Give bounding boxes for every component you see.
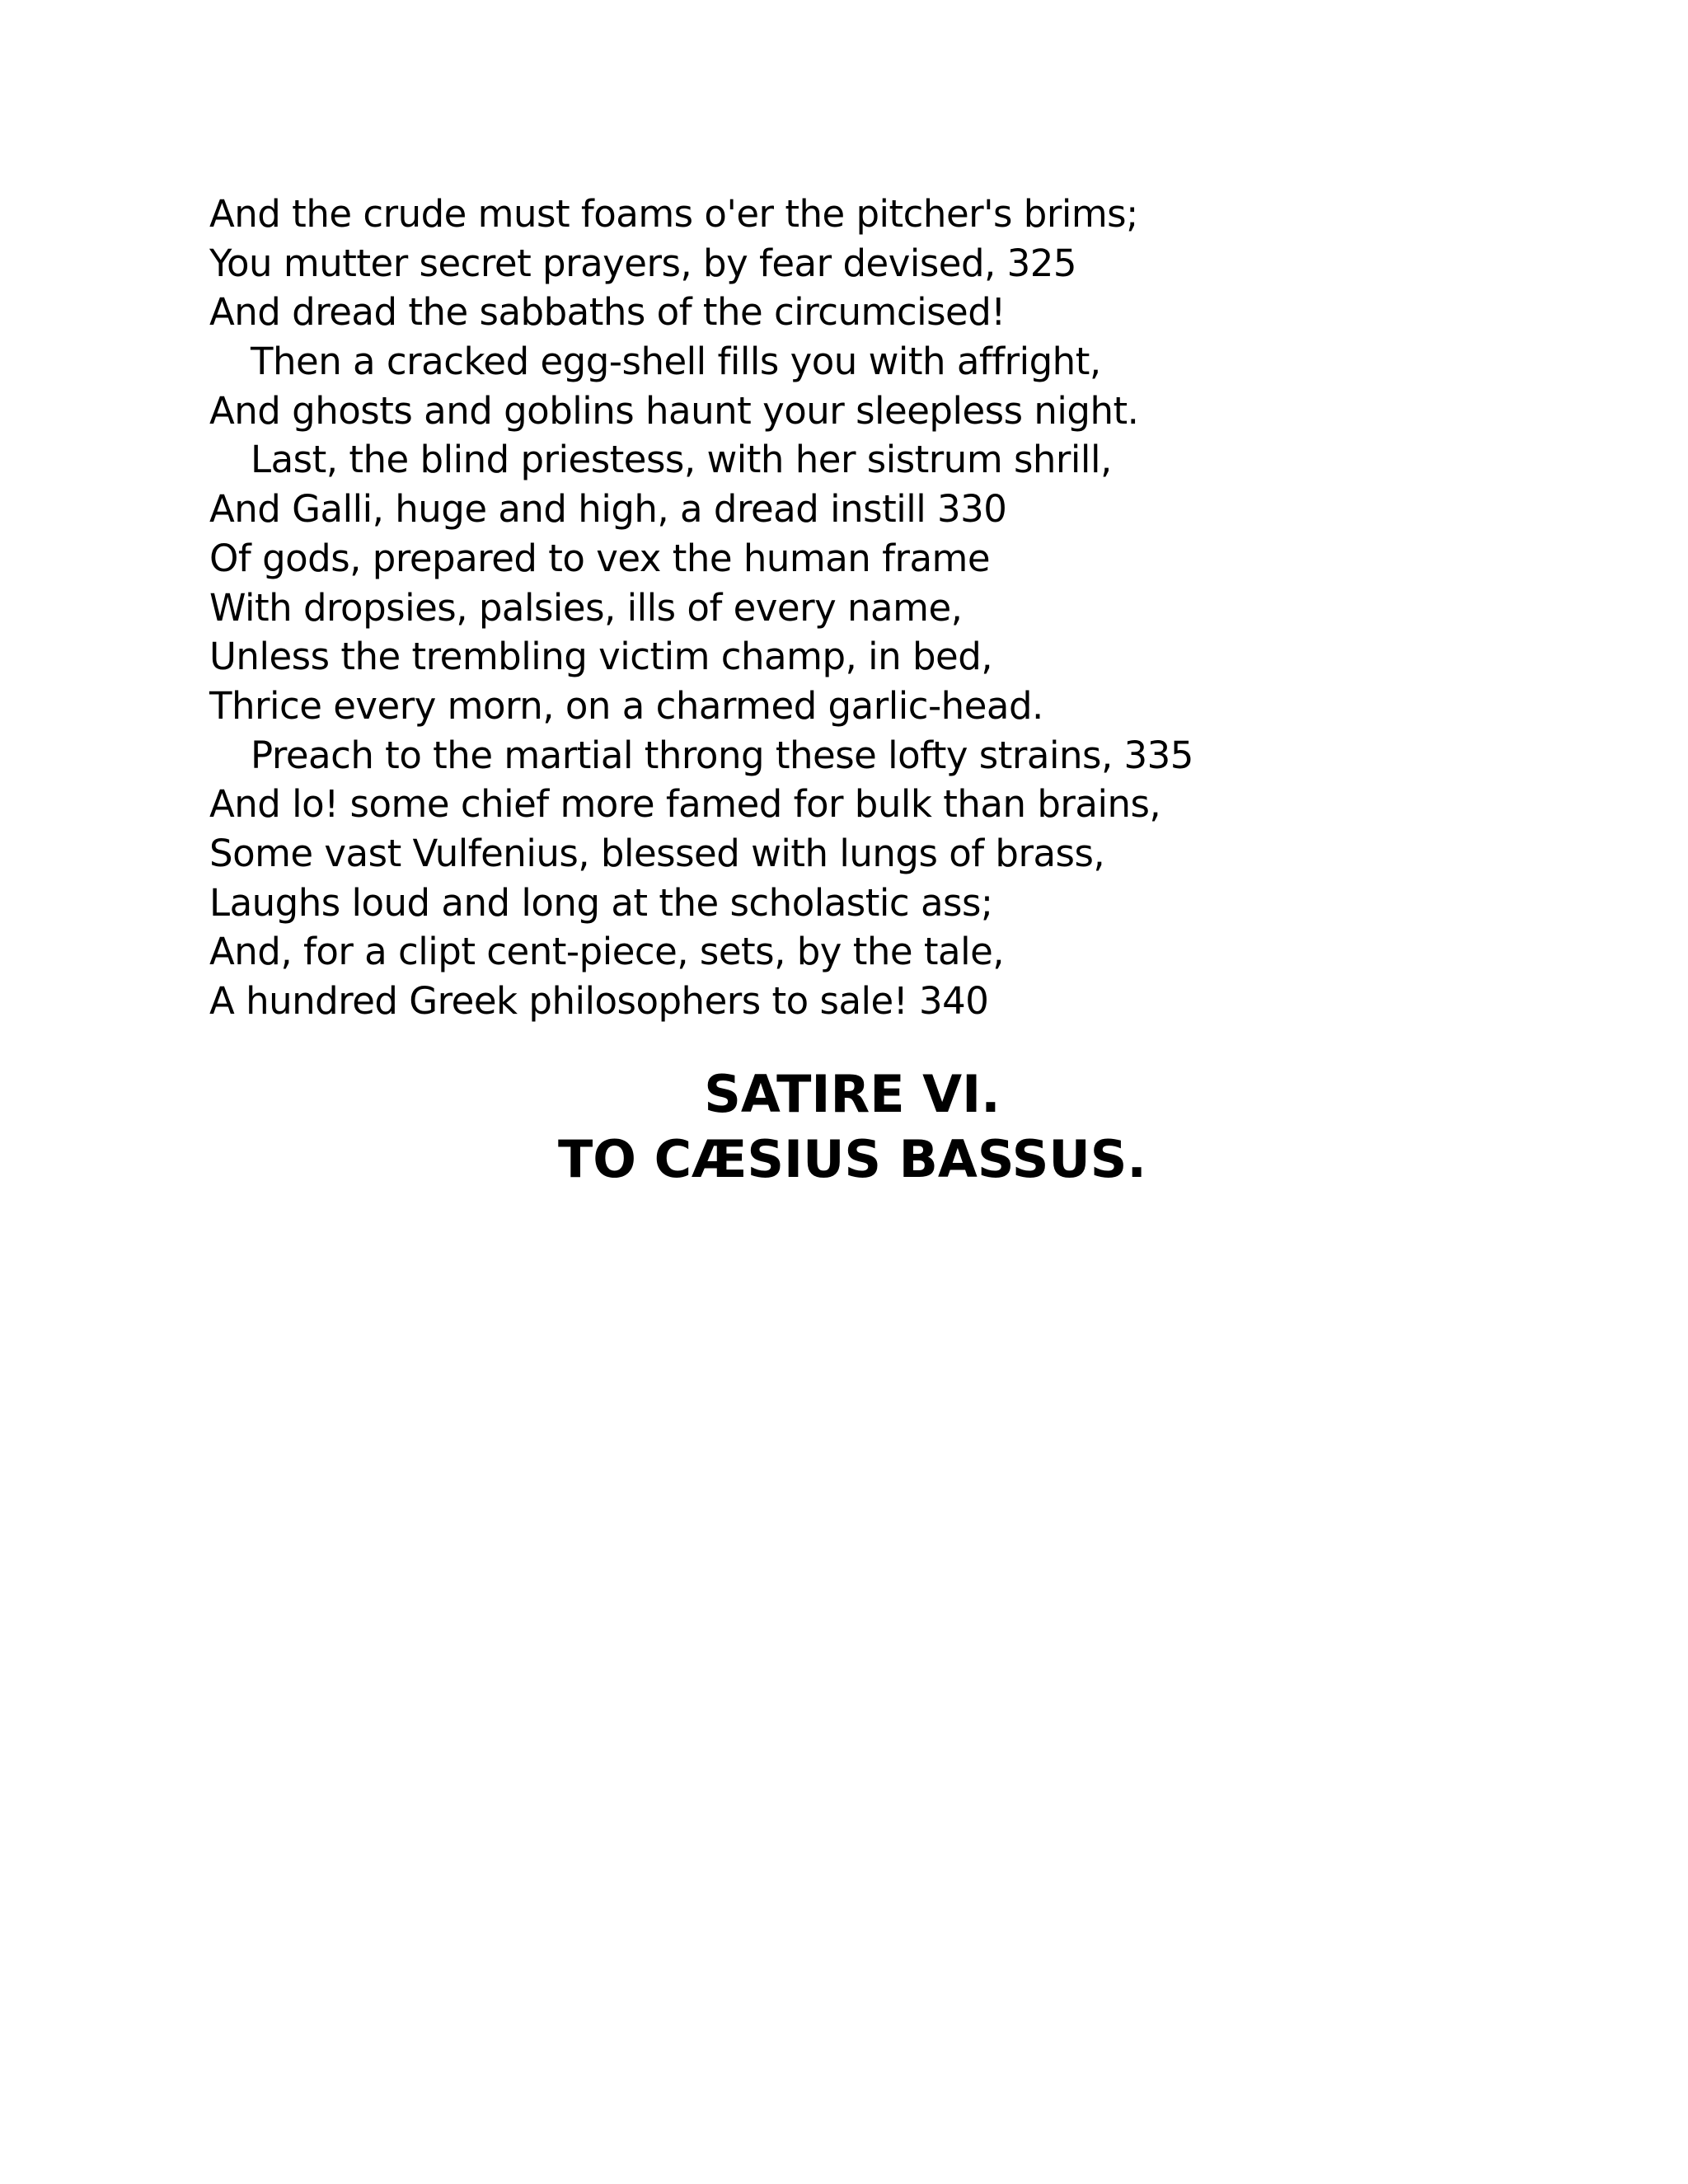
- poem-line: And, for a clipt cent-piece, sets, by the tale,: [209, 930, 1005, 974]
- section-subtitle: TO CÆSIUS BASSUS.: [558, 1129, 1146, 1189]
- poem-line: And the crude must foams o'er the pitcher's brims;: [209, 192, 1138, 236]
- section-title: SATIRE VI.: [704, 1064, 1001, 1124]
- poem-line: Then a cracked egg-shell fills you with affright,: [251, 340, 1101, 384]
- poem-text: [209, 190, 1528, 1026]
- poem-line: And dread the sabbaths of the circumcised!: [209, 290, 1006, 335]
- poem-line: A hundred Greek philosophers to sale! 340: [209, 979, 989, 1023]
- poem-line: Thrice every morn, on a charmed garlic-head.: [209, 683, 1043, 728]
- poem-line: And ghosts and goblins haunt your sleepless night.: [209, 388, 1139, 433]
- poem-line: Unless the trembling victim champ, in bed,: [209, 635, 993, 679]
- poem-line: With dropsies, palsies, ills of every name,: [209, 585, 963, 630]
- poem-line: Laughs loud and long at the scholastic ass;: [209, 880, 993, 925]
- poem-line: You mutter secret prayers, by fear devised, 325: [209, 241, 1077, 285]
- poem-line: Of gods, prepared to vex the human frame: [209, 536, 991, 580]
- poem-line: And lo! some chief more famed for bulk than brains,: [209, 782, 1161, 827]
- poem-line: Last, the blind priestess, with her sistrum shrill,: [251, 438, 1112, 482]
- poem-line: And Galli, huge and high, a dread instill 330: [209, 487, 1007, 532]
- poem-line: Some vast Vulfenius, blessed with lungs of brass,: [209, 831, 1105, 875]
- poem-line: Preach to the martial throng these lofty strains, 335: [251, 733, 1193, 777]
